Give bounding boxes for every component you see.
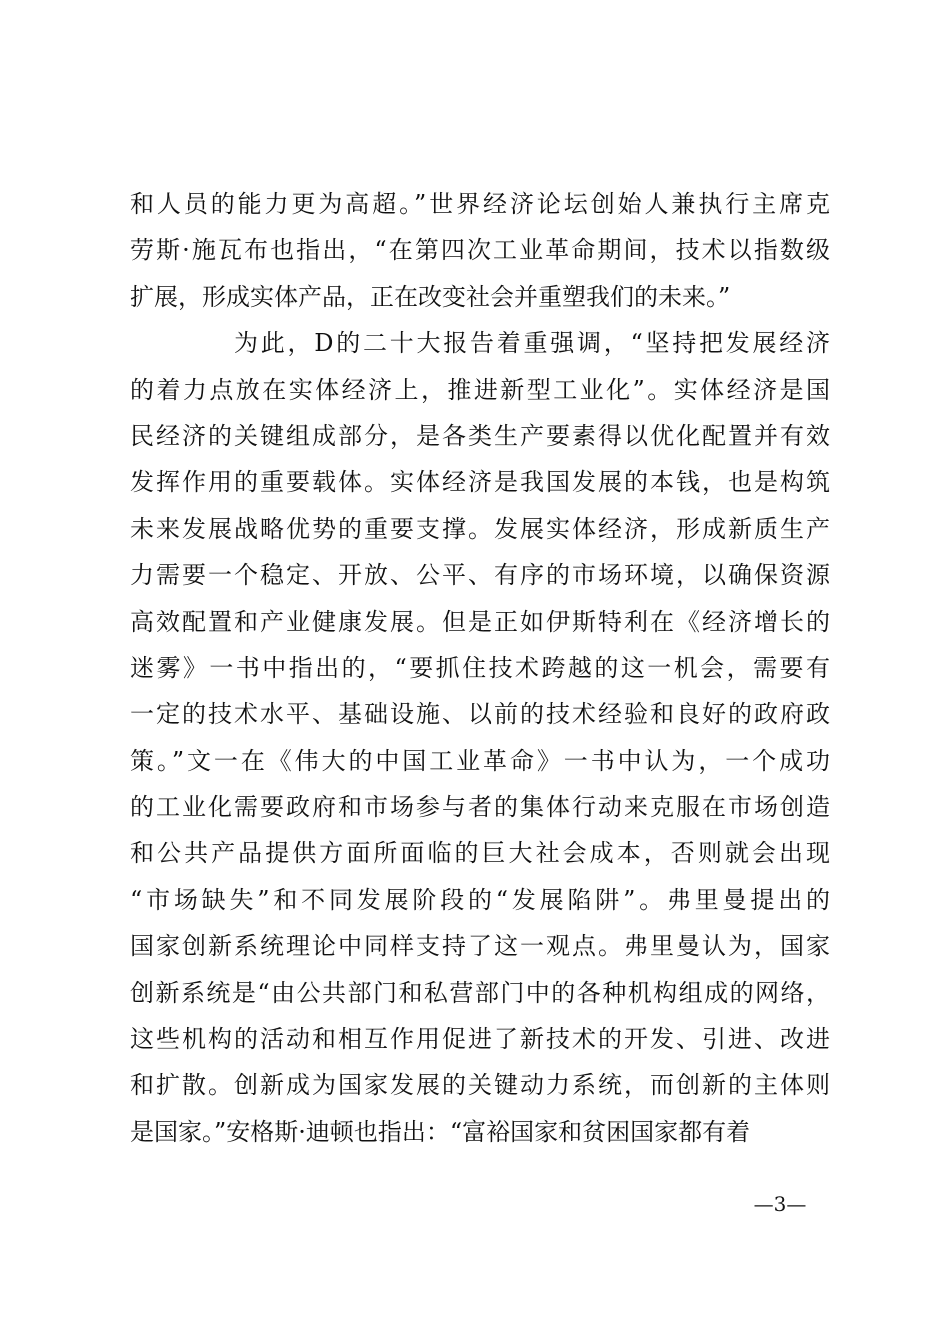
text-line: 创新系统是“由公共部门和私营部门中的各种机构组成的网络，	[130, 978, 830, 1007]
text-line: 力需要一个稳定、开放、公平、有序的市场环境，以确保资源	[130, 561, 830, 590]
text-line: 民经济的关键组成部分，是各类生产要素得以优化配置并有效	[130, 421, 830, 450]
text-line: “市场缺失”和不同发展阶段的“发展陷阱”。弗里曼提出的	[130, 885, 830, 914]
text-line: 是国家。”安格斯·迪顿也指出：“富裕国家和贫困国家都有着	[130, 1117, 751, 1146]
paragraph-1	[130, 181, 830, 320]
text-line: 和人员的能力更为高超。”世界经济论坛创始人兼执行主席克	[130, 190, 830, 218]
text-line: 发挥作用的重要载体。实体经济是我国发展的本钱，也是构筑	[130, 468, 830, 497]
text-line: 的着力点放在实体经济上，推进新型工业化”。实体经济是国	[130, 375, 830, 404]
text-line: 扩展，形成实体产品，正在改变社会并重塑我们的未来。”	[130, 282, 731, 311]
text-line: 这些机构的活动和相互作用促进了新技术的开发、引进、改进	[130, 1025, 830, 1054]
text-line: 未来发展战略优势的重要支撑。发展实体经济，形成新质生产	[130, 514, 830, 543]
page-number: —3—	[753, 1192, 807, 1216]
text-line: 和公共产品提供方面所面临的巨大社会成本，否则就会出现	[130, 839, 830, 868]
text-line: 的工业化需要政府和市场参与者的集体行动来克服在市场创造	[130, 793, 830, 822]
text-line: 迷雾》一书中指出的，“要抓住技术跨越的这一机会，需要有	[130, 653, 830, 682]
text-line: 国家创新系统理论中同样支持了这一观点。弗里曼认为，国家	[130, 932, 830, 961]
text-line: 和扩散。创新成为国家发展的关键动力系统，而创新的主体则	[130, 1071, 830, 1100]
text-line: 高效配置和产业健康发展。但是正如伊斯特利在《经济增长的	[130, 607, 830, 636]
body-text	[130, 181, 830, 1155]
text-line: 为此，D的二十大报告着重强调，“坚持把发展经济	[234, 329, 830, 358]
text-line: 一定的技术水平、基础设施、以前的技术经验和良好的政府政	[130, 700, 830, 729]
paragraph-2	[130, 320, 830, 1155]
text-line: 劳斯·施瓦布也指出，“在第四次工业革命期间，技术以指数级	[130, 236, 830, 265]
text-line: 策。”文一在《伟大的中国工业革命》一书中认为，一个成功	[130, 746, 830, 775]
